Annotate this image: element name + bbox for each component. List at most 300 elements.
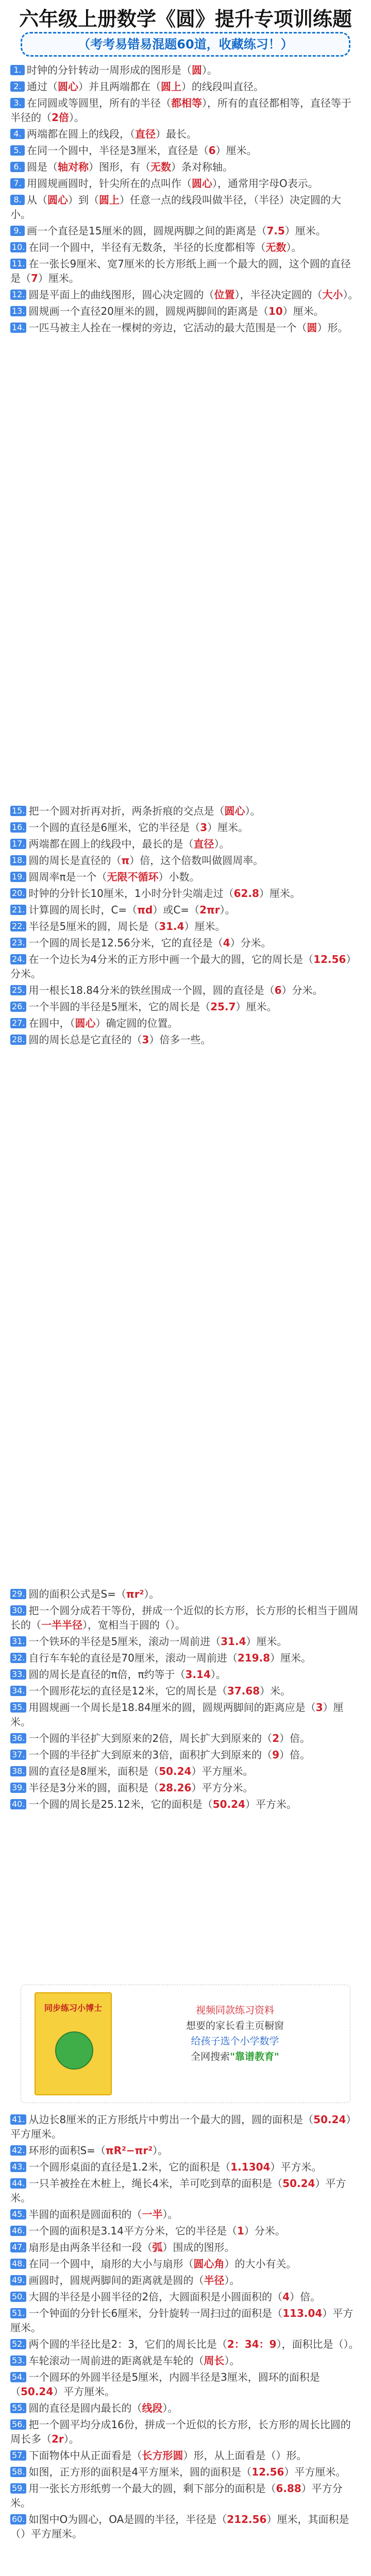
question-item (10, 2353, 361, 2368)
question-item (10, 853, 361, 868)
answer-text: 圆心 (58, 80, 78, 93)
answer-text: 圆上 (99, 194, 120, 206)
subtitle-banner: （考考易错易混题60道，收藏练习！） (21, 32, 350, 57)
answer-text: 直径 (135, 128, 156, 140)
book-cover-image (35, 1992, 112, 2095)
question-text: ），通常用字母O表示。 (212, 177, 318, 190)
question-number: 18. (10, 855, 26, 866)
question-text: ）倍。 (279, 1732, 311, 1744)
question-text: ）分米。 (230, 937, 272, 949)
question-item (10, 2401, 361, 2415)
answer-text: 3 (315, 1701, 323, 1714)
answer-text: 12.56 (313, 953, 346, 965)
question-text: 画圆时，圆规两脚间的距离就是圆的（ (28, 2274, 204, 2286)
question-number: 17. (10, 839, 26, 849)
answer-text: 圆上 (161, 80, 181, 93)
question-text: 一个圆的直径是6厘米，它的半径是（ (28, 821, 200, 834)
question-number: 6. (10, 162, 25, 172)
question-item (10, 127, 361, 141)
question-number: 47. (10, 2242, 26, 2252)
answer-text: 28.26 (159, 1782, 192, 1794)
answer-text: 4 (223, 937, 230, 949)
answer-text: 圆 (192, 64, 202, 76)
question-item (10, 1684, 361, 1698)
question-text: ）。 (144, 1588, 160, 1600)
question-text: ）平方厘米。 (191, 1765, 254, 1777)
question-number: 24. (10, 954, 26, 964)
question-number: 13. (10, 306, 26, 316)
answer-text: 50.24 (159, 1765, 192, 1777)
question-text: 一个半圆的半径是5厘米，它的周长是（ (28, 1001, 211, 1013)
question-item (10, 2273, 361, 2287)
question-item (10, 240, 361, 255)
question-text: ）围成的图形。 (162, 2241, 235, 2253)
question-item (10, 1731, 361, 1745)
answer-text: 12.56 (234, 2513, 267, 2526)
question-text: ）厘米，其面积是（ (10, 2513, 349, 2540)
question-text: ）。 (220, 904, 235, 916)
question-item (10, 1016, 361, 1030)
question-item (10, 804, 361, 818)
answer-text: 圆心 (75, 1017, 96, 1029)
question-list-part-2 (10, 804, 361, 1049)
question-text: 圆的面积公式是S=（ (28, 1588, 126, 1600)
question-text: ）。 (170, 1619, 185, 1631)
question-text: ）平方米。 (245, 1798, 297, 1810)
question-text: ）分米。 (10, 953, 357, 980)
question-text: 用一张长方形纸剪一个最大的圆，剩下部分的面积是（ (28, 2482, 276, 2495)
promo-line-4: 全网搜索"靠谱教育" (191, 2051, 279, 2062)
question-item (10, 2143, 361, 2158)
question-text: ）。 (245, 805, 261, 817)
answer-text: 9 (272, 1749, 280, 1761)
question-item (10, 304, 361, 318)
question-text: ）平方米。 (10, 2177, 346, 2204)
answer-text: πR²−πr² (105, 2144, 153, 2157)
question-number: 20. (10, 888, 26, 899)
answer-text: 半径 (204, 2274, 225, 2286)
question-item (10, 143, 361, 158)
question-text: 圆的周长是直径的π倍，π约等于（ (28, 1668, 185, 1681)
question-number: 56. (10, 2419, 26, 2430)
question-text: ）。 (224, 2354, 240, 2367)
question-number: 49. (10, 2275, 26, 2285)
answer-text: 3 (142, 1033, 149, 1046)
question-text: ）。 (202, 64, 217, 76)
question-item (10, 160, 361, 174)
question-number: 4. (10, 129, 25, 139)
question-item (10, 936, 361, 950)
question-text: ）到（ (68, 194, 99, 206)
question-item (10, 287, 361, 302)
question-list-part-4 (10, 2112, 361, 2543)
question-item (10, 1667, 361, 1682)
question-text: 一个圆形花坛的直径是12米，它的周长是（ (28, 1685, 227, 1697)
question-text: ）。 (153, 2144, 168, 2157)
question-text: 扇形是由两条半径和一段（ (28, 2241, 153, 2253)
answer-text: 12.56 (251, 2466, 284, 2478)
answer-text: 周长 (204, 2354, 225, 2367)
question-number: 32. (10, 1653, 26, 1663)
answer-text: 圆心角 (193, 2258, 225, 2270)
question-text: ）条对称轴。 (171, 161, 233, 173)
question-number: 25. (10, 985, 26, 995)
question-text: ）厘米。 (184, 920, 226, 933)
question-text: 环形的面积S=（ (28, 2144, 106, 2157)
question-item (10, 79, 361, 94)
question-text: ），所有的直径都相等，直径等于半径的（ (10, 97, 351, 124)
book-title: 同步练习小博士 (44, 2003, 102, 2013)
question-text: 一个圆环的外圆半径是5厘米，内圆半径是3厘米，圆环的面积是（ (10, 2371, 320, 2398)
question-item (10, 1797, 361, 1811)
question-item (10, 1587, 361, 1601)
answer-text: 3 (200, 821, 208, 834)
question-number: 11. (10, 259, 26, 269)
question-text: 在同一个圆中，扇形的大小与扇形（ (28, 2258, 194, 2270)
question-text: ）平方分米。 (191, 1782, 254, 1794)
answer-text: 一半 (41, 1619, 62, 1631)
question-text: 把一个圆平均分成16份，拼成一个近似的长方形，长方形的周长比圆的周长多（ (10, 2418, 351, 2445)
question-text: ）厘米。 (259, 887, 300, 900)
question-text: ）平方厘米。 (21, 2528, 82, 2540)
answer-text: 2πr (199, 904, 220, 916)
question-text: ）。 (162, 2208, 178, 2221)
question-number: 43. (10, 2162, 26, 2172)
question-text: 车轮滚动一周前进的距离就是车轮的（ (28, 2354, 204, 2367)
question-item (10, 919, 361, 934)
question-number: 44. (10, 2178, 26, 2189)
question-text: 在同圆或等圆里，所有的半径（ (27, 97, 171, 109)
answer-text: 7 (31, 272, 38, 284)
question-text: 一个圆的面积是3.14平方分米，它的半径是（ (28, 2225, 237, 2237)
question-text: 两个圆的半径比是2：3，它们的周长比是（ (28, 2338, 227, 2350)
promo-box (21, 1985, 350, 2103)
question-number: 29. (10, 1589, 26, 1599)
question-text: ）厘米。 (235, 1001, 277, 1013)
question-text: ）任意一点的线段叫做半径，（半径）决定圆的大小。 (10, 194, 341, 221)
answer-text: 2r (52, 2433, 64, 2445)
question-item (10, 1764, 361, 1778)
question-number: 8. (10, 195, 25, 205)
answer-text: 一半 (142, 2208, 163, 2221)
question-text: 一匹马被主人拴在一棵树的旁边，它活动的最大范围是一个（ (28, 321, 307, 334)
answer-text: π (121, 854, 130, 867)
question-text: ）厘米。 (270, 1652, 312, 1664)
answer-text: 113.04 (282, 2307, 323, 2319)
question-text: 在同一个圆中，半径有无数条，半径的长度都相等（ (28, 241, 266, 253)
question-item (10, 2306, 361, 2335)
question-item (10, 2290, 361, 2304)
question-text: ）平方厘米。 (10, 2113, 357, 2140)
answer-text: 2 (227, 2513, 234, 2526)
answer-text: 1 (237, 2225, 244, 2237)
question-number: 54. (10, 2372, 26, 2382)
question-number: 51. (10, 2308, 26, 2318)
question-text: 时钟的分针转动一周形成的图形是（ (27, 64, 192, 76)
question-number: 38. (10, 1766, 26, 1776)
question-number: 16. (10, 822, 26, 833)
answer-text: 4 (282, 2291, 290, 2303)
question-text: ）厘米。 (10, 1701, 344, 1728)
question-text: 如图，正方形的面积是4平方厘米，圆的面积是（ (28, 2466, 252, 2478)
question-text: ）厘米。 (38, 272, 79, 284)
question-text: ）。 (69, 111, 85, 124)
question-text: ）平方厘米。 (53, 2385, 115, 2398)
question-text: ）倍多一些。 (149, 1033, 211, 1046)
answer-text: 50.24 (282, 2177, 315, 2190)
question-item (10, 63, 361, 77)
question-item (10, 1748, 361, 1762)
question-item (10, 1781, 361, 1795)
question-item (10, 820, 361, 835)
question-text: 圆是平面上的曲线图形，圆心决定圆的（ (28, 289, 214, 301)
question-number: 2. (10, 81, 25, 92)
question-item (10, 999, 361, 1014)
promo-line-2: 想要的家长看主页橱窗 (185, 2020, 284, 2031)
answer-text: 25.7 (210, 1001, 236, 1013)
question-text: ）分米。 (281, 984, 323, 996)
question-number: 7. (10, 178, 25, 189)
question-number: 22. (10, 921, 26, 931)
question-number: 31. (10, 1636, 26, 1647)
question-text: ）。 (343, 289, 359, 301)
question-text: 计算圆的周长时，C=（ (28, 904, 138, 916)
question-text: ），宽相当于圆的（ (82, 1619, 170, 1631)
answer-text: 219.8 (237, 1652, 271, 1664)
question-text: 两端都在圆上的线段，（ (27, 128, 135, 140)
question-text: 在一张长9厘米、宽7厘米的长方形纸上画一个最大的圆，这个圆的直径是（ (10, 258, 351, 284)
question-text: ）平方分米。 (10, 2482, 343, 2509)
question-text: ）形。 (317, 321, 348, 334)
question-number: 28. (10, 1035, 26, 1045)
question-number: 33. (10, 1669, 26, 1680)
question-text: 时钟的分针长10厘米，1小时分针尖端走过（ (28, 887, 234, 900)
question-text: 在圆中，（ (28, 1017, 75, 1029)
question-number: 14. (10, 323, 26, 333)
question-text: 把一个圆分成若干等份，拼成一个近似的长方形，长方形的长相当于圆周长的（ (10, 1604, 359, 1631)
answer-text: 无数 (150, 161, 171, 173)
question-list-part-1 (10, 63, 361, 337)
answer-text: 2倍 (52, 111, 69, 124)
answer-text: 31.4 (159, 920, 184, 933)
question-item (10, 193, 361, 222)
question-item (10, 2160, 361, 2174)
question-text: 如图中O为圆心，OA是圆的半径，半径是（ (28, 2513, 227, 2526)
question-item (10, 1651, 361, 1665)
answer-text: 位置 (214, 289, 235, 301)
answer-text: 6.88 (276, 2482, 301, 2495)
promo-line-1: 视频同款练习资料 (195, 2005, 274, 2016)
question-number: 60. (10, 2514, 26, 2524)
question-text: 用圆规画一个周长是18.84厘米的圆，圆规两脚间的距离应是（ (28, 1701, 316, 1714)
question-number: 15. (10, 806, 26, 816)
question-number: 35. (10, 1702, 26, 1713)
question-text: ）倍。 (279, 1749, 311, 1761)
question-text: 圆周率π是一个（ (28, 871, 107, 883)
question-text: ）。 (210, 1668, 226, 1681)
question-text: ）图形，有（ (89, 161, 150, 173)
answer-text: 都相等 (171, 97, 202, 109)
question-text: 一个圆的半径扩大到原来的2倍，周长扩大到原来的（ (28, 1732, 273, 1744)
question-text: ），半径决定圆的（ (234, 289, 323, 301)
answer-text: πd (137, 904, 153, 916)
question-text: ）小数。 (158, 871, 200, 883)
question-item (10, 870, 361, 884)
answer-text: 无限不循环 (107, 871, 159, 883)
question-text: ）或C=（ (153, 904, 200, 916)
question-item (10, 1603, 361, 1632)
question-number: 59. (10, 2483, 26, 2494)
answer-text: 圆心 (47, 194, 68, 206)
question-text: 画一个直径是15厘米的圆，圆规两脚之间的距离是（ (27, 225, 267, 237)
question-item (10, 2465, 361, 2479)
question-number: 46. (10, 2226, 26, 2236)
question-text: ）确定圆的位置。 (95, 1017, 178, 1029)
question-number: 27. (10, 1018, 26, 1028)
answer-text: 2 (272, 1732, 280, 1744)
question-text: 一个圆形桌面的直径是1.2米，它的面积是（ (28, 2161, 231, 2173)
question-text: 圆的周长是直径的（ (28, 854, 122, 867)
answer-text: 6 (208, 144, 216, 157)
question-text: 圆规画一个直径20厘米的圆，圆规两脚间的距离是（ (28, 305, 268, 317)
answer-text: 3.14 (185, 1668, 211, 1681)
question-item (10, 2224, 361, 2238)
answer-text: 62.8 (233, 887, 259, 900)
answer-text: 10 (268, 305, 283, 317)
question-number: 41. (10, 2114, 26, 2125)
question-number: 57. (10, 2450, 26, 2461)
question-text: ）。 (343, 2338, 359, 2350)
question-text: ）。 (286, 241, 302, 253)
question-text: 半圆的面积是圆面积的（ (28, 2208, 142, 2221)
question-text: ）厘米。 (246, 1635, 288, 1648)
answer-text: 线段 (142, 2402, 163, 2414)
question-text: ）。 (224, 2274, 240, 2286)
page-title: 六年级上册数学《圆》提升专项训练题 (19, 8, 352, 30)
question-number: 48. (10, 2259, 26, 2269)
question-item (10, 2370, 361, 2399)
question-text: ），面积比是（ (276, 2338, 344, 2350)
promo-text (150, 2003, 320, 2064)
question-text: ）的线段叫直径。 (181, 80, 264, 93)
answer-text: 圆心 (224, 805, 245, 817)
answer-text: 1.1304 (230, 2161, 271, 2173)
question-text: 一个铁环的半径是5厘米，滚动一周前进（ (28, 1635, 221, 1648)
question-item (10, 886, 361, 901)
question-text: ）形，从上面看是（ (183, 2449, 276, 2462)
question-number: 10. (10, 242, 26, 252)
answer-text: 圆 (307, 321, 317, 334)
answer-text: 大小 (322, 289, 343, 301)
question-text: ）厘米。 (207, 821, 249, 834)
question-text: ）平方米。 (270, 2161, 322, 2173)
question-item (10, 2337, 361, 2351)
question-text: ）。 (162, 2402, 178, 2414)
question-text: 从边长8厘米的正方形纸片中剪出一个最大的圆，圆的面积是（ (28, 2113, 314, 2126)
answer-text: 圆心 (192, 177, 212, 190)
question-text: ）的大小有关。 (224, 2258, 297, 2270)
question-text: 大圆的半径是小圆半径的2倍，大圆面积是小圆面积的（ (28, 2291, 283, 2303)
question-number: 19. (10, 872, 26, 882)
question-text: 在一个边长为4分米的正方形中画一个最大的圆，它的周长是（ (28, 953, 314, 965)
answer-text: 6 (274, 984, 282, 996)
question-item (10, 2417, 361, 2446)
question-number: 42. (10, 2145, 26, 2156)
question-text: 下面物体中从正面看是（ (28, 2449, 142, 2462)
question-item (10, 952, 361, 981)
question-item (10, 224, 361, 238)
question-item (10, 2257, 361, 2271)
answer-text: 直径 (193, 838, 214, 850)
question-number: 39. (10, 1783, 26, 1793)
question-item (10, 1032, 361, 1047)
question-item (10, 837, 361, 851)
question-item (10, 257, 361, 285)
answer-text: 无数 (265, 241, 286, 253)
question-text: ）厘米。 (284, 225, 326, 237)
answer-text: 50.24 (212, 1798, 245, 1810)
question-item (10, 176, 361, 191)
question-number: 55. (10, 2403, 26, 2413)
question-text: ）倍。 (290, 2291, 321, 2303)
question-item (10, 1700, 361, 1729)
question-text: 自行车车轮的直径是70厘米，滚动一周前进（ (28, 1652, 238, 1664)
question-item (10, 320, 361, 335)
question-number: 30. (10, 1605, 26, 1616)
question-number: 36. (10, 1733, 26, 1743)
answer-text: πr² (126, 1588, 144, 1600)
answer-text: 4：9 (251, 2338, 277, 2350)
question-text: 用圆规画圆时，针尖所在的点叫作（ (27, 177, 192, 190)
question-number: 58. (10, 2467, 26, 2477)
question-item (10, 2207, 361, 2222)
question-number: 52. (10, 2339, 26, 2349)
question-item (10, 983, 361, 997)
question-text: ）。 (214, 838, 230, 850)
question-text: ）厘米。 (215, 144, 257, 157)
question-text: 通过（ (27, 80, 58, 93)
question-number: 23. (10, 938, 26, 948)
answer-text: 半径 (62, 1619, 82, 1631)
question-text: 圆的直径是圆内最长的（ (28, 2402, 142, 2414)
question-text: 圆的直径是8厘米，面积是（ (28, 1765, 159, 1777)
question-item (10, 2112, 361, 2141)
question-number: 12. (10, 290, 26, 300)
question-text: 半径是5厘米的圆，周长是（ (28, 920, 159, 933)
question-number: 40. (10, 1799, 26, 1809)
question-number: 34. (10, 1686, 26, 1696)
question-text: 把一个圆对折再对折，两条折痕的交点是（ (28, 805, 225, 817)
question-item (10, 2240, 361, 2255)
question-text: ）最长。 (156, 128, 197, 140)
question-text: ）倍，这个倍数叫做圆周率。 (129, 854, 264, 867)
answer-text: 31.4 (221, 1635, 246, 1648)
question-text: 两端都在圆上的线段中，最长的是（ (28, 838, 194, 850)
question-text: 一只羊被拴在木桩上，绳长4米，羊可吃到草的面积是（ (28, 2177, 283, 2190)
answer-text: 弧 (152, 2241, 163, 2253)
question-text: 一个圆的半径扩大到原来的3倍，面积扩大到原来的（ (28, 1749, 273, 1761)
question-number: 1. (10, 65, 25, 75)
question-text: ）。 (63, 2433, 79, 2445)
question-item (10, 2448, 361, 2463)
question-item (10, 96, 361, 125)
question-number: 21. (10, 905, 26, 915)
answer-text: 50.24 (21, 2385, 54, 2398)
answer-text: 37.68 (227, 1685, 260, 1697)
question-list-part-3 (10, 1587, 361, 1814)
question-text: ）形。 (276, 2449, 307, 2462)
question-text: ）平方厘米。 (10, 2307, 353, 2334)
